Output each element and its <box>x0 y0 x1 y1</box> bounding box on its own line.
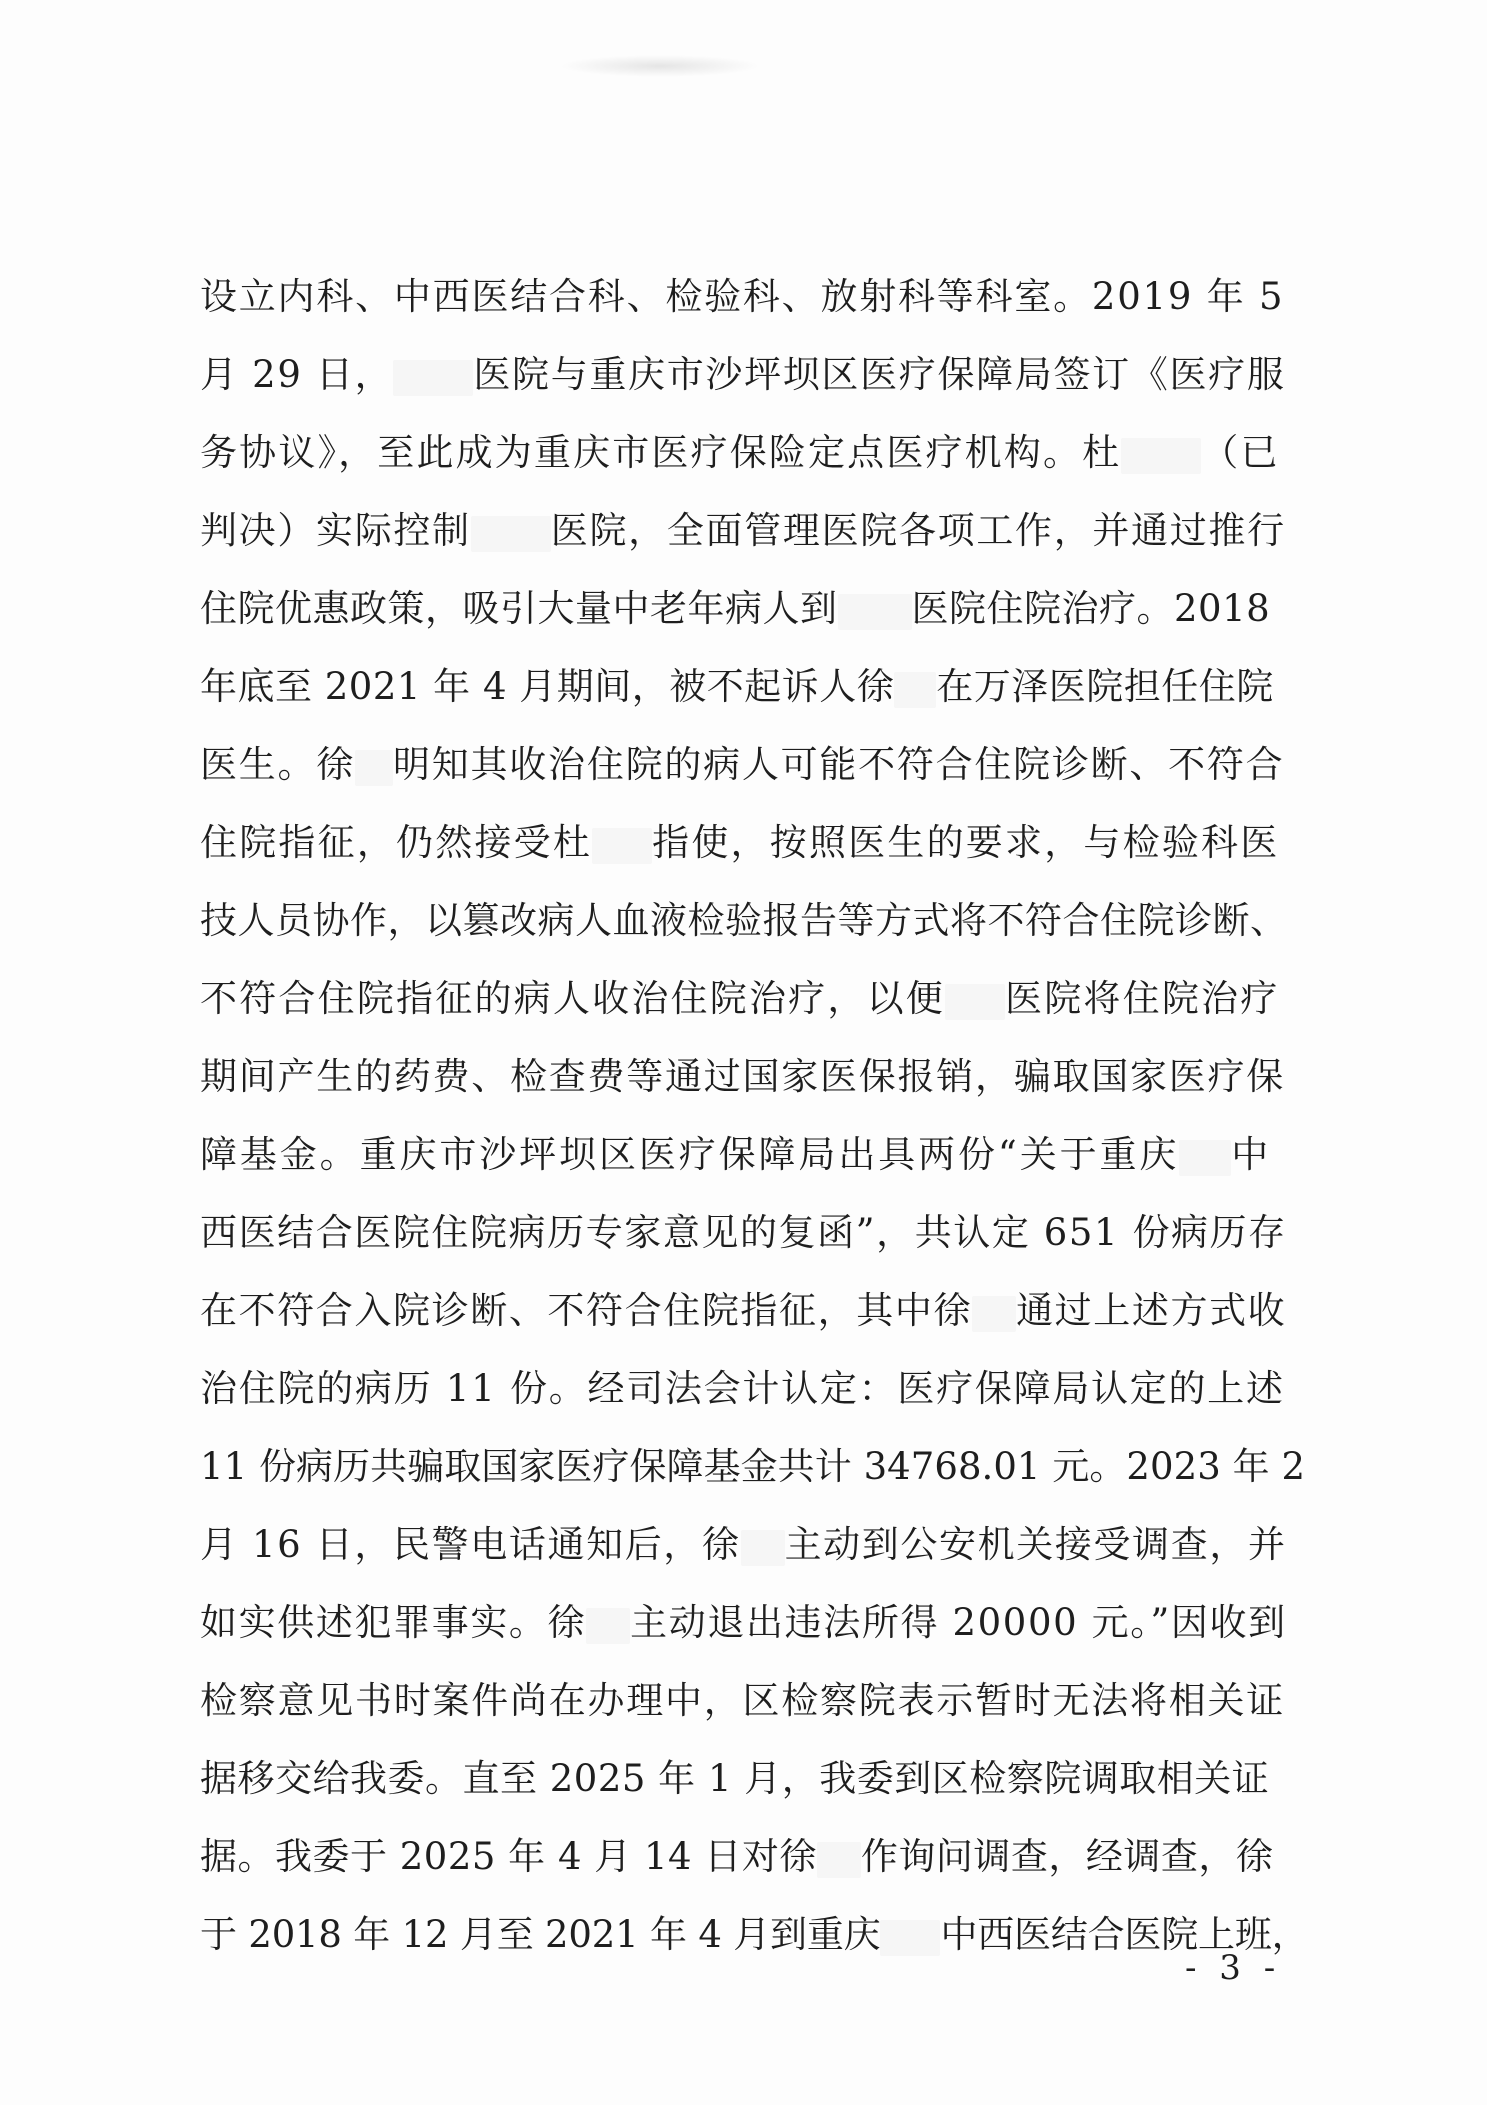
text-segment: 明知其收治住院的病人可能不符合住院诊断、不符合 <box>393 743 1285 786</box>
text-segment: 治住院的病历 11 份。经司法会计认定：医疗保障局认定的上述 <box>200 1367 1285 1410</box>
redaction-block <box>586 1608 630 1644</box>
text-line <box>200 740 1284 790</box>
text-segment: 于 2018 年 12 月至 2021 年 4 月到重庆 <box>200 1913 881 1956</box>
text-segment: 医院与重庆市沙坪坝区医疗保障局签订《医疗服 <box>473 353 1286 396</box>
text-line <box>200 428 1280 478</box>
redaction-block <box>880 1920 940 1956</box>
text-line <box>200 350 1286 400</box>
text-line <box>200 1364 1285 1414</box>
text-line <box>200 1520 1287 1570</box>
text-segment: 主动退出违法所得 20000 元。”因收到 <box>630 1601 1287 1644</box>
redaction-block <box>972 1296 1016 1332</box>
text-line <box>200 662 1274 712</box>
text-line <box>200 584 1270 634</box>
redaction-block <box>945 984 1005 1020</box>
text-segment: 中西医结合医院上班， <box>940 1913 1309 1956</box>
redaction-block <box>393 360 473 396</box>
text-segment: 年底至 2021 年 4 月期间，被不起诉人徐 <box>200 665 895 708</box>
redaction-block <box>1121 438 1201 474</box>
text-line <box>200 1286 1286 1336</box>
text-segment: （已 <box>1201 431 1280 474</box>
text-segment: 通过上述方式收 <box>1016 1289 1287 1332</box>
text-segment: 不符合住院指征的病人收治住院治疗，以便 <box>200 977 945 1020</box>
text-segment: 期间产生的药费、检查费等通过国家医保报销，骗取国家医疗保 <box>200 1055 1285 1098</box>
text-segment: 作询问调查，经调查，徐 <box>860 1835 1274 1878</box>
text-line <box>200 1910 1308 1960</box>
text-segment: 技人员协作，以篡改病人血液检验报告等方式将不符合住院诊断、 <box>200 899 1288 942</box>
text-line <box>200 1832 1273 1882</box>
page-number: - 3 - <box>1185 1948 1282 1988</box>
text-line <box>200 1130 1271 1180</box>
text-segment: 检察意见书时案件尚在办理中，区检察院表示暂时无法将相关证 <box>200 1679 1285 1722</box>
text-line <box>200 818 1279 868</box>
redaction-block <box>355 750 393 786</box>
text-segment: 医院住院治疗。2018 <box>911 587 1271 630</box>
text-segment: 医生。徐 <box>200 743 356 786</box>
text-segment: 设立内科、中西医结合科、检验科、放射科等科室。2019 年 5 <box>200 275 1285 318</box>
scan-artifact <box>560 55 760 77</box>
text-segment: 住院指征，仍然接受杜 <box>200 821 593 864</box>
text-segment: 月 16 日，民警电话通知后，徐 <box>200 1523 741 1566</box>
text-segment: 月 29 日， <box>200 353 394 396</box>
text-segment: 住院优惠政策，吸引大量中老年病人到 <box>200 587 838 630</box>
redaction-block <box>592 828 652 864</box>
text-segment: 判决）实际控制 <box>200 509 471 552</box>
text-segment: 11 份病历共骗取国家医疗保障基金共计 34768.01 元。2023 年 2 <box>200 1445 1306 1488</box>
text-segment: 在不符合入院诊断、不符合住院指征，其中徐 <box>200 1289 973 1332</box>
text-segment: 如实供述犯罪事实。徐 <box>200 1601 587 1644</box>
text-line <box>200 974 1279 1024</box>
text-line <box>200 1676 1285 1726</box>
text-line <box>200 1052 1285 1102</box>
text-line <box>200 1442 1305 1492</box>
text-segment: 西医结合医院住院病历专家意见的复函”，共认定 651 份病历存 <box>200 1211 1287 1254</box>
redaction-block <box>817 1842 861 1878</box>
text-line <box>200 896 1288 946</box>
text-line <box>200 272 1284 322</box>
text-segment: 医院，全面管理医院各项工作，并通过推行 <box>550 509 1286 552</box>
text-segment: 指使，按照医生的要求，与检验科医 <box>652 821 1280 864</box>
text-line <box>200 1208 1287 1258</box>
text-line <box>200 1598 1287 1648</box>
text-line <box>200 1754 1269 1804</box>
redaction-block <box>741 1530 785 1566</box>
text-segment: 据移交给我委。直至 2025 年 1 月，我委到区检察院调取相关证 <box>200 1757 1270 1800</box>
text-segment: 主动到公安机关接受调查，并 <box>784 1523 1287 1566</box>
redaction-block <box>1179 1140 1231 1176</box>
text-segment: 在万泽医院担任住院 <box>936 665 1274 708</box>
text-segment: 据。我委于 2025 年 4 月 14 日对徐 <box>200 1835 817 1878</box>
text-line <box>200 506 1286 556</box>
text-segment: 务协议》，至此成为重庆市医疗保险定点医疗机构。杜 <box>200 431 1122 474</box>
text-segment: 障基金。重庆市沙坪坝区医疗保障局出具两份“关于重庆 <box>200 1133 1180 1176</box>
text-segment: 医院将住院治疗 <box>1005 977 1280 1020</box>
redaction-block <box>838 594 912 630</box>
redaction-block <box>894 672 936 708</box>
redaction-block <box>471 516 551 552</box>
text-segment: 中 <box>1231 1133 1272 1176</box>
